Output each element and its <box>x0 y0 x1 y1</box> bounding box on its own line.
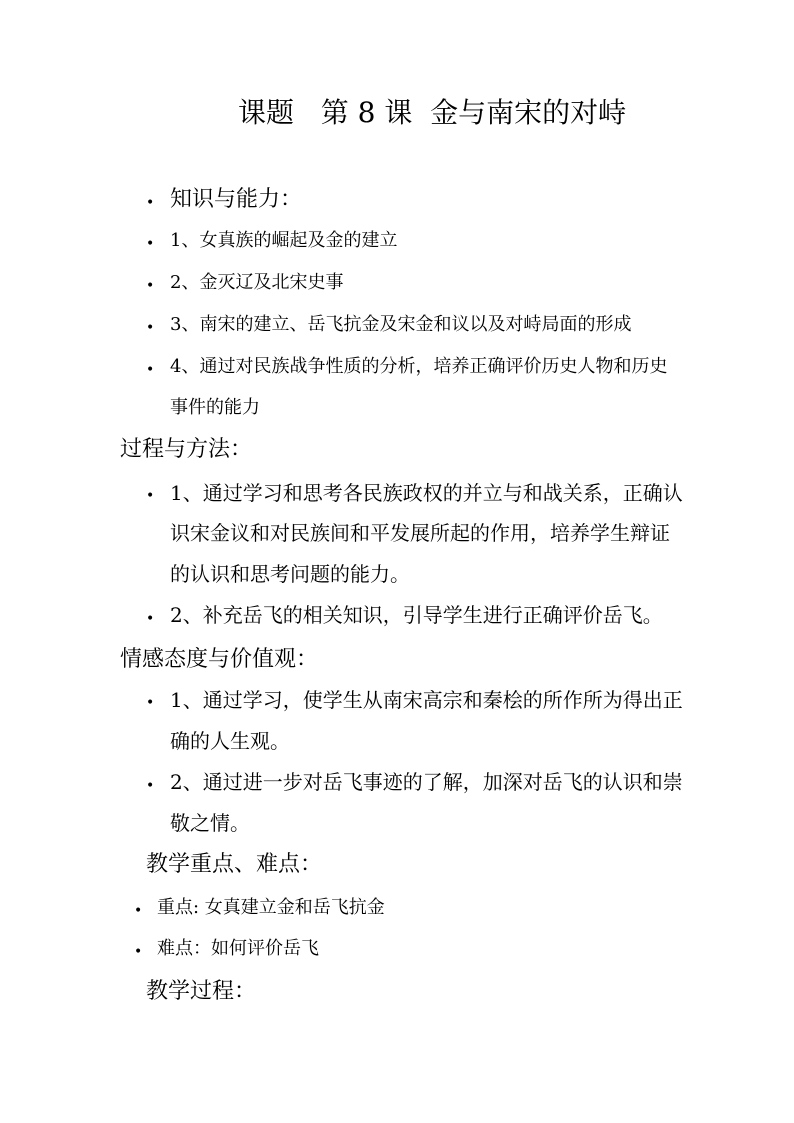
knowledge-item-4-cont: 事件的能力 <box>170 397 260 418</box>
knowledge-item-4: 4、通过对民族战争性质的分析，培养正确评价历史人物和历史 <box>170 356 668 377</box>
page-title: 课题 第 8 课 金与南宋的对峙 <box>238 96 627 129</box>
knowledge-heading: 知识与能力： <box>170 187 303 212</box>
teaching-process-heading: 教学过程： <box>146 979 257 1004</box>
bullet-icon: • <box>146 362 155 378</box>
process-item-1-cont-2: 的认识和思考问题的能力。 <box>170 562 410 586</box>
bullet-icon: • <box>146 236 155 252</box>
keypoint-focus: 重点: 女真建立金和岳飞抗金 <box>157 897 385 918</box>
knowledge-item-2: 2、金灭辽及北宋史事 <box>170 272 344 293</box>
process-heading: 过程与方法： <box>120 437 253 462</box>
emotion-item-2-cont: 敬之情。 <box>170 811 250 835</box>
process-item-1-cont: 识宋金议和对民族间和平发展所起的作用，培养学生辩证 <box>170 521 670 545</box>
bullet-icon: • <box>146 320 155 336</box>
knowledge-item-3: 3、南宋的建立、岳飞抗金及宋金和议以及对峙局面的形成 <box>170 314 632 335</box>
process-item-2: 2、补充岳飞的相关知识，引导学生进行正确评价岳飞。 <box>170 603 663 627</box>
bullet-icon: • <box>146 778 155 794</box>
bullet-icon: • <box>146 611 155 627</box>
knowledge-item-1: 1、女真族的崛起及金的建立 <box>170 230 398 251</box>
emotion-item-1-cont: 确的人生观。 <box>170 729 290 753</box>
emotion-item-2: 2、通过进一步对岳飞事迹的了解，加深对岳飞的认识和崇 <box>170 770 683 794</box>
emotion-item-1: 1、通过学习，使学生从南宋高宗和秦桧的所作所为得出正 <box>170 688 683 712</box>
keypoint-difficulty: 难点：如何评价岳飞 <box>157 938 319 959</box>
emotion-heading: 情感态度与价值观： <box>120 647 319 672</box>
bullet-icon: • <box>134 944 143 960</box>
bullet-icon: • <box>146 195 155 211</box>
bullet-icon: • <box>146 278 155 294</box>
bullet-icon: • <box>134 903 143 919</box>
process-item-1: 1、通过学习和思考各民族政权的并立与和战关系，正确认 <box>170 481 683 505</box>
bullet-icon: • <box>146 488 155 504</box>
keypoints-heading: 教学重点、难点： <box>146 852 323 877</box>
bullet-icon: • <box>146 695 155 711</box>
